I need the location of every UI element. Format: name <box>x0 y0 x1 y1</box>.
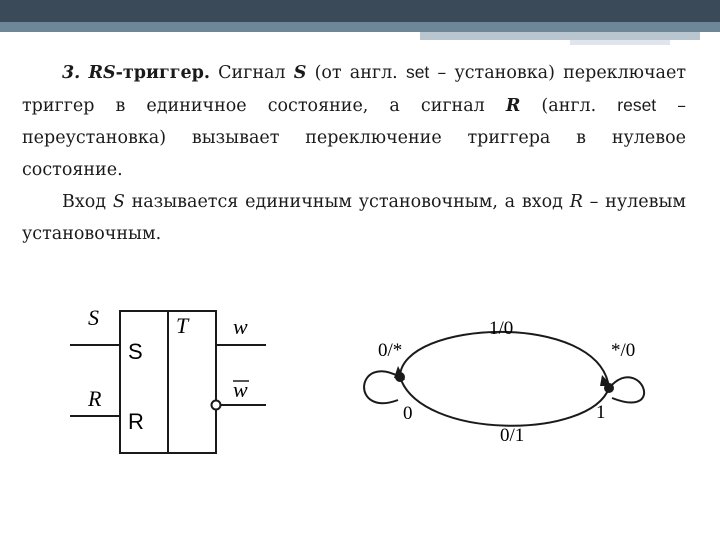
text-fragment: (от англ. <box>306 63 406 83</box>
input-s: S <box>112 192 125 212</box>
text-fragment: – переустановка) вызывает переключение триггера в нулевое состояние. <box>22 96 686 180</box>
section-number: 3. <box>62 63 81 83</box>
top-arc-label: 1/0 <box>489 318 514 339</box>
text-fragment: Вход <box>62 192 113 212</box>
left-loop <box>364 371 400 403</box>
term-trigger: -триггер. <box>115 63 210 83</box>
state-0-label: 0 <box>403 403 413 424</box>
input-r-label: R <box>88 386 102 411</box>
word-set: set <box>405 62 430 82</box>
input-s-label: S <box>88 305 99 330</box>
output-wbar-label: w <box>233 377 248 402</box>
bottom-arc-label: 0/1 <box>500 425 525 446</box>
word-reset: reset <box>617 95 657 115</box>
top-arc <box>400 332 609 388</box>
right-loop <box>609 377 644 402</box>
arrowhead-left <box>394 366 405 380</box>
bottom-arc <box>400 377 609 426</box>
output-w-label: w <box>233 314 248 339</box>
text-fragment: Сигнал <box>209 63 294 83</box>
signal-s: S <box>293 63 307 83</box>
inversion-bubble <box>212 401 221 410</box>
input-r: R <box>569 192 583 212</box>
text-fragment: – нулевым установочным. <box>22 192 686 244</box>
text-fragment: – установка) переключает триггер в единичное состояние, а сигнал <box>22 63 687 116</box>
text-fragment: (англ. <box>520 96 618 116</box>
signal-r: R <box>505 96 521 116</box>
left-loop-label: 0/* <box>378 340 403 361</box>
box-s-label: S <box>128 339 143 364</box>
box-r-label: R <box>128 409 144 434</box>
state-1-label: 1 <box>596 402 606 423</box>
text-fragment: называется единичным установочным, а вход <box>124 192 570 212</box>
right-loop-label: */0 <box>611 340 636 361</box>
term-rs: RS <box>88 63 116 83</box>
box-t-label: T <box>176 313 189 338</box>
